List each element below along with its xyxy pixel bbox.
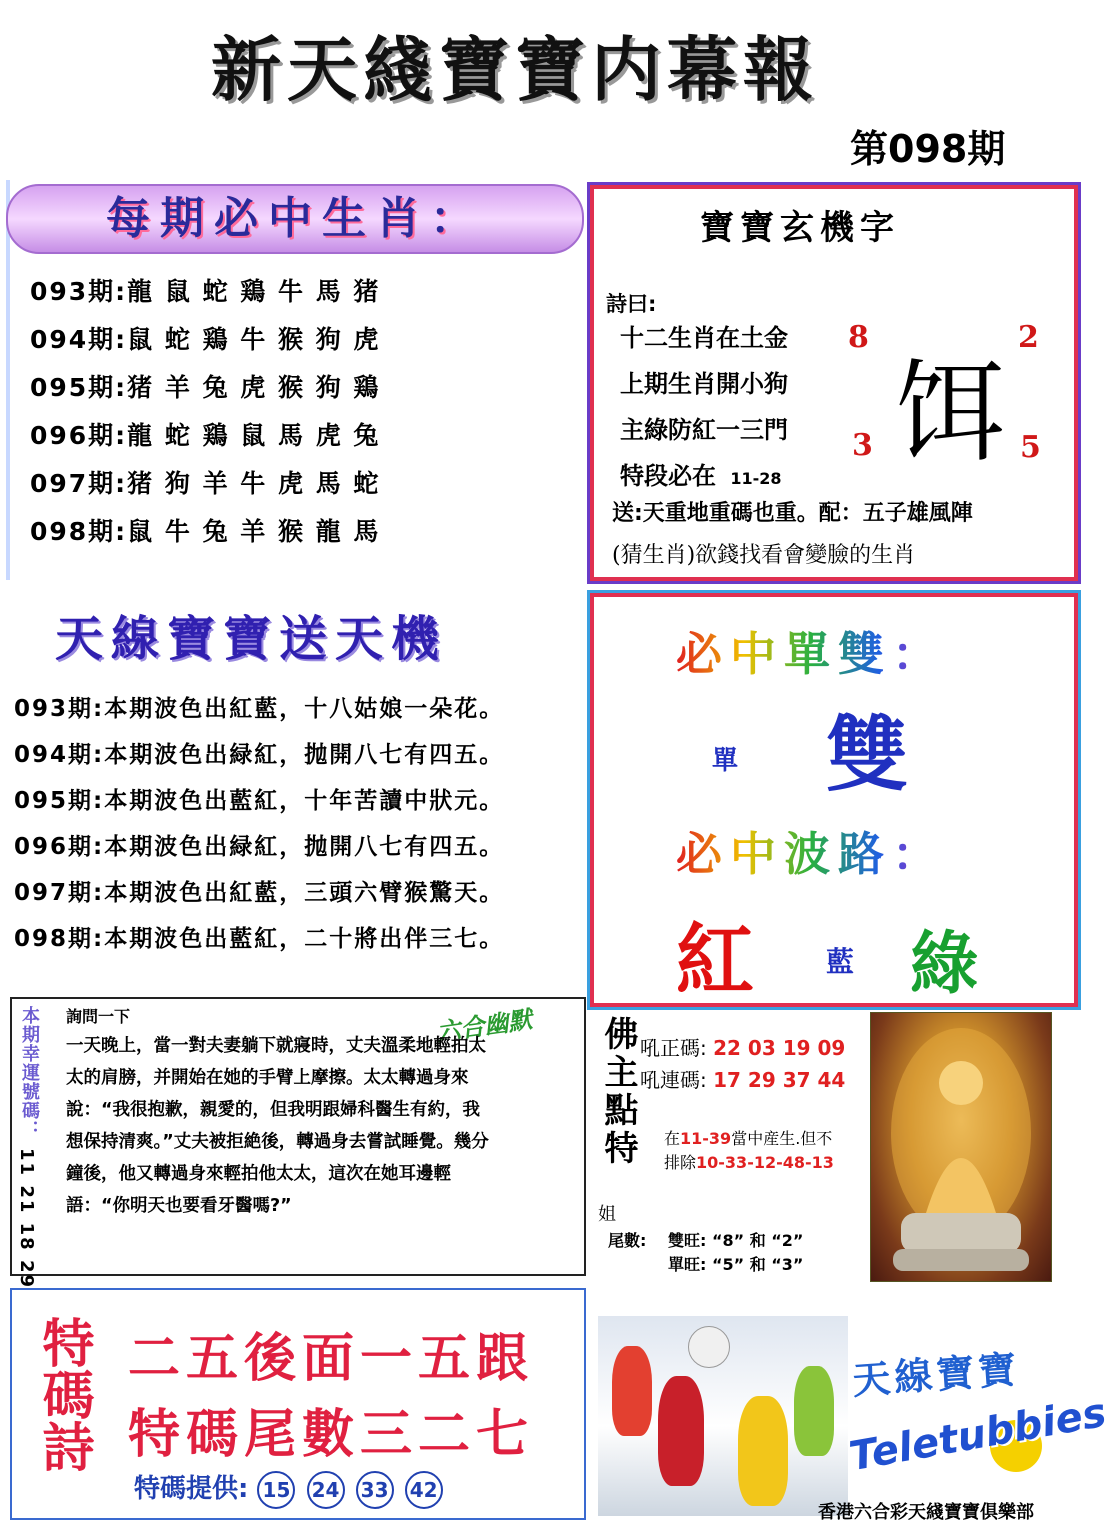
poem-line: 主綠防紅一三門 — [620, 416, 788, 444]
poem-label: 詩曰: — [606, 292, 657, 316]
buddha-image — [870, 1012, 1052, 1282]
special-provide-label: 特碼提供: — [134, 1474, 249, 1504]
wave-row: 095期:本期波色出藍紅，十年苦讀中狀元。 — [14, 788, 505, 814]
lucky-numbers: 11 21 18 29 — [16, 1148, 37, 1289]
green-wave: 綠 — [910, 924, 979, 1004]
tail-label: 尾數: — [608, 1231, 647, 1250]
main-code-label: 吼正碼: — [640, 1036, 707, 1060]
special-ball: 33 — [356, 1471, 394, 1509]
link-code-numbers: 17 29 37 44 — [713, 1068, 846, 1092]
link-code-label: 吼連碼: — [640, 1068, 707, 1092]
wave-heading: 必中波路： — [676, 818, 946, 884]
brand-en: Teletubbies — [845, 1389, 1110, 1481]
joke-body: 一天晚上，當一對夫妻躺下就寢時，丈夫溫柔地輕拍太太的肩膀，并開始在她的手臂上摩擦。太太轉過身來說：“我很抱歉，親愛的，但我明跟婦科醫生有約，我想保持清爽。”丈夫被拒絶後，轉過身去嘗試睡覺。幾分鐘後，他又轉過身來輕拍他太太，這次在她耳邊輕語：“你明天也要看牙醫嗎?” — [66, 1036, 489, 1216]
special-ball: 42 — [405, 1471, 443, 1509]
zodiac-row: 096期:龍 蛇 鶏 鼠 馬 虎 兔 — [30, 421, 381, 450]
exclude-label: 排除 — [664, 1153, 697, 1172]
tail-double: 雙旺: “8” 和 “2” — [668, 1231, 804, 1250]
zodiac-row: 093期:龍 鼠 蛇 鶏 牛 馬 猪 — [30, 277, 381, 306]
buddha-title-small: 姐 — [598, 1204, 616, 1225]
poem-line-text: 特段必在 — [620, 462, 716, 490]
hint-number: 5 — [1020, 430, 1041, 465]
poem-range: 11-28 — [730, 469, 782, 488]
produce-prefix: 在 — [664, 1129, 681, 1148]
exclude-numbers: 10-33-12-48-13 — [696, 1153, 834, 1172]
lucky-label: 本期幸運號碼： — [19, 1006, 40, 1139]
poem-riddle: (猜生肖)欲錢找看會變臉的生肖 — [612, 543, 916, 568]
main-code-numbers: 22 03 19 09 — [713, 1036, 846, 1060]
club-name: 香港六合彩天綫寶寶俱樂部 — [818, 1502, 1034, 1523]
brand-cn: 天線寶寶 — [850, 1347, 1022, 1403]
wave-row: 093期:本期波色出紅藍，十八姑娘一朵花。 — [14, 696, 505, 722]
odd-even-heading: 必中單雙： — [676, 618, 946, 684]
poem-line: 上期生肖開小狗 — [620, 370, 788, 398]
zodiac-row: 095期:猪 羊 兔 虎 猴 狗 鶏 — [30, 373, 381, 402]
wave-row: 094期:本期波色出緑紅，抛開八七有四五。 — [14, 742, 505, 768]
tail-single: 單旺: “5” 和 “3” — [668, 1255, 804, 1274]
page-title: 新天綫寶寶内幕報 — [211, 29, 819, 111]
double-label: 雙 — [826, 707, 909, 803]
wave-row: 098期:本期波色出藍紅，二十將出伴三七。 — [14, 926, 505, 952]
special-title: 特碼詩 — [33, 1316, 93, 1472]
wave-row: 096期:本期波色出緑紅，抛開八七有四五。 — [14, 834, 505, 860]
poem-title: 寶寶玄機字 — [700, 208, 900, 248]
special-line: 二五後面一五跟 — [128, 1329, 535, 1389]
poem-line: 十二生肖在土金 — [620, 324, 788, 352]
zodiac-row: 094期:鼠 蛇 鶏 牛 猴 狗 虎 — [30, 325, 381, 354]
zodiac-row: 098期:鼠 牛 兔 羊 猴 龍 馬 — [30, 517, 381, 546]
zodiac-heading: 每期必中生肖： — [6, 184, 584, 254]
poem-line — [620, 456, 782, 491]
poem-send: 送:天重地重碼也重。配：五子雄風陣 — [612, 501, 973, 526]
mystery-character: 饵 — [895, 349, 1005, 477]
hint-number: 8 — [848, 320, 869, 355]
issue-number: 第098期 — [850, 127, 1006, 171]
single-label: 單 — [712, 746, 739, 776]
zodiac-row: 097期:猪 狗 羊 牛 虎 馬 蛇 — [30, 469, 381, 498]
humor-tag: 六合幽默 — [434, 1005, 534, 1047]
wave-row: 097期:本期波色出紅藍，三頭六臂猴驚天。 — [14, 880, 505, 906]
special-ball: 24 — [307, 1471, 345, 1509]
red-wave: 紅 — [676, 915, 755, 1006]
buddha-title: 佛主點特 — [598, 1016, 638, 1168]
waves-heading: 天線寶寶送天機 — [55, 611, 448, 667]
hint-number: 2 — [1018, 320, 1039, 355]
hint-number: 3 — [852, 428, 873, 463]
produce-range: 11-39 — [680, 1129, 732, 1148]
special-ball: 15 — [257, 1471, 295, 1509]
special-line: 特碼尾數三二七 — [128, 1405, 535, 1465]
joke-title: 詢問一下 — [66, 1007, 131, 1026]
blue-wave: 藍 — [826, 945, 855, 978]
produce-suffix: 當中産生.但不 — [731, 1129, 833, 1148]
teletubbies-image — [598, 1316, 848, 1516]
